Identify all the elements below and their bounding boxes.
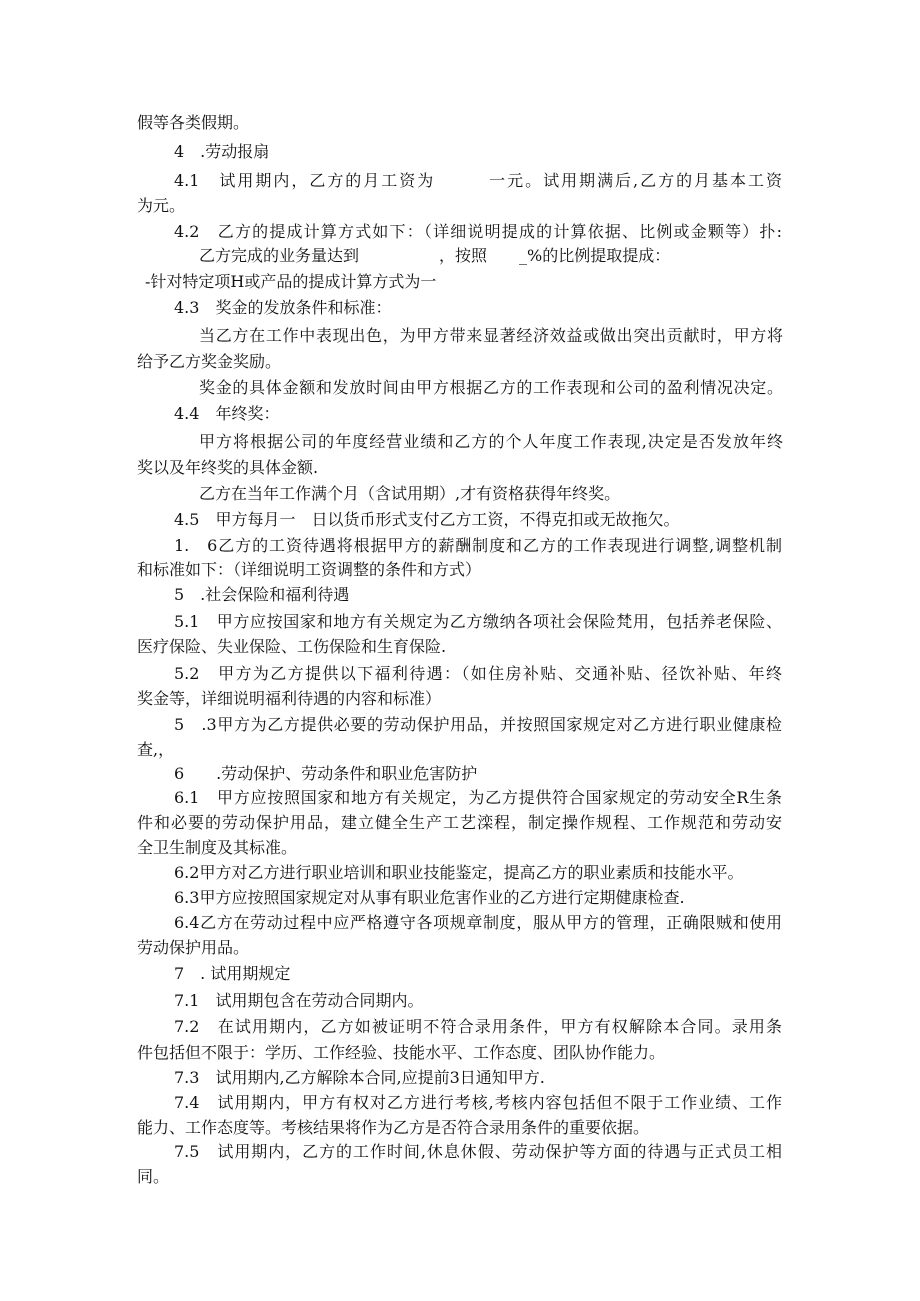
section-heading: 5 .社会保险和福利待遇	[174, 585, 350, 604]
clause-line: 5 .3甲方为乙方提供必要的劳动保护用品，并按照国家规定对乙方进行职业健康检	[174, 715, 782, 734]
text-line: 全卫生制度及其标准。	[137, 838, 298, 857]
clause-line: 5.2 甲方为乙方提供以下福利待遇：（如住房补贴、交通补贴、径饮补贴、年终	[174, 664, 782, 683]
text-line: 医疗保险、失业保险、工伤保险和生育保险.	[137, 637, 447, 656]
clause-line: 4.1 试用期内，乙方的月工资为 一元。试用期满后,乙方的月基本工资	[174, 171, 782, 190]
text-line: 查,，	[137, 740, 175, 759]
clause-line: 5.1 甲方应按国家和地方有关规定为乙方缴纳各项社会保险梵用，包括养老保险、	[174, 612, 782, 631]
clause-line: 4.5 甲方每月一 日以货币形式支付乙方工资，不得克扣或无故拖欠。	[174, 510, 680, 529]
text-line: 同。	[137, 1167, 170, 1186]
text-line: 假等各类假期。	[137, 113, 250, 132]
text-line: 给予乙方奖金奖励。	[137, 352, 282, 371]
text-line: 乙方在当年工作满个月（含试用期）,才有资格获得年终奖。	[199, 484, 621, 503]
clause-line: 6.3甲方应按照国家规定对从事有职业危害作业的乙方进行定期健康检查.	[174, 888, 685, 907]
section-heading: 4 .劳动报扇	[174, 142, 270, 161]
text-line: 奖以及年终奖的具体金额.	[137, 458, 319, 477]
clause-line: 7.1 试用期包含在劳动合同期内。	[174, 991, 424, 1010]
clause-line: 7.4 试用期内，甲方有权对乙方进行考核,考核内容包括但不限于工作业绩、工作	[174, 1093, 782, 1112]
clause-line: 6.4乙方在劳动过程中应严格遵守各项规章制度，服从甲方的管理，正确限贼和使用	[174, 913, 782, 932]
section-heading: 7 . 试用期规定	[174, 964, 291, 983]
text-line: 奖金等，详细说明福利待遇的内容和标准）	[137, 689, 442, 708]
clause-line: 7.2 在试用期内，乙方如被证明不符合录用条件，甲方有权解除本合同。录用条	[174, 1017, 782, 1036]
text-line: 件包括但不限于：学历、工作经验、技能水平、工作态度、团队协作能力。	[137, 1043, 666, 1062]
text-line: 为元。	[137, 196, 186, 215]
clause-line: 6.2甲方对乙方进行职业培训和职业技能鉴定，提高乙方的职业素质和技能水平。	[174, 863, 744, 882]
text-line: 能力、工作态度等。考核结果将作为乙方是否符合录用条件的重要依据。	[137, 1118, 650, 1137]
text-line: -针对特定项H或产品的提成计算方式为一	[145, 272, 437, 291]
text-line: 劳动保护用品。	[137, 938, 250, 957]
clause-line: 6.1 甲方应按照国家和地方有关规定，为乙方提供符合国家规定的劳动安全R生条	[174, 788, 782, 807]
clause-line: 4.4 年终奖：	[174, 404, 280, 423]
clause-line: 4.3 奖金的发放条件和标准：	[174, 298, 392, 317]
text-line: 和标准如下：（详细说明工资调整的条件和方式）	[137, 560, 482, 579]
clause-line: 4.2 乙方的提成计算方式如下：（详细说明提成的计算依据、比例或金颗等）扑:	[174, 222, 782, 241]
text-line: 乙方完成的业务量达到 ，按照 _%的比例提取提成：	[199, 246, 671, 265]
clause-line: 7.3 试用期内,乙方解除本合同,应提前3日通知甲方.	[174, 1068, 545, 1087]
clause-line: 1. 6乙方的工资待遇将根据甲方的薪酬制度和乙方的工作表现进行调整,调整机制	[174, 536, 782, 555]
section-heading: 6 .劳动保护、劳动条件和职业危害防护	[174, 764, 478, 783]
text-line: 甲方将根据公司的年度经营业绩和乙方的个人年度工作表现,决定是否发放年终	[199, 432, 783, 451]
text-line: 奖金的具体金额和发放时间由甲方根据乙方的工作表现和公司的盈利情况决定。	[199, 378, 783, 397]
clause-line: 7.5 试用期内，乙方的工作时间,休息休假、劳动保护等方面的待遇与正式员工相	[174, 1142, 782, 1161]
text-line: 当乙方在工作中表现出色，为甲方带来显著经济效益或做出突出贡献时，甲方将	[199, 326, 783, 345]
text-line: 件和必要的劳动保护用品，建立健全生产工艺滦程，制定操作规程、工作规范和劳动安	[137, 813, 782, 832]
